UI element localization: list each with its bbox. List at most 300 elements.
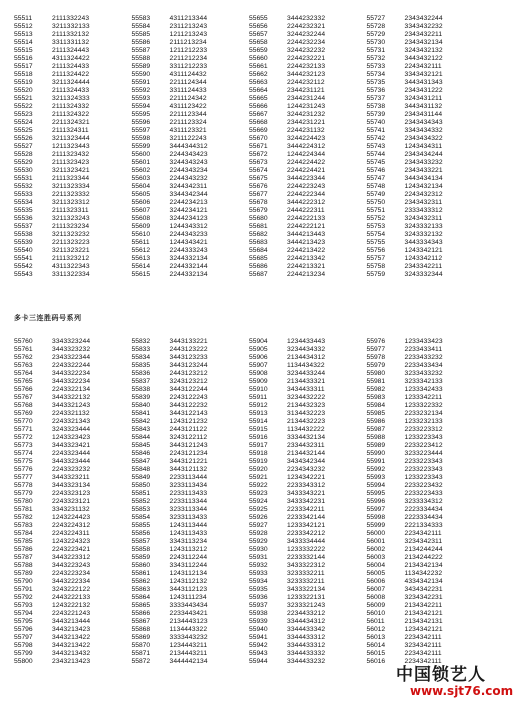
code-value: 3443431132 [404,103,443,110]
code-row [249,578,367,586]
code-row [14,239,132,247]
code-value: 3211323243 [52,215,90,222]
code-value: 3443112123 [169,586,208,593]
code-row [367,143,485,151]
code-id: 55591 [131,79,151,86]
code-id: 55836 [131,370,151,377]
code-row [249,562,367,570]
code-row [132,594,250,602]
code-row [367,31,485,39]
code-row [367,450,485,458]
code-value: 2111332132 [52,31,90,38]
code-value: 2233332144 [287,554,326,561]
code-id: 55747 [366,175,386,182]
code-value: 2134443123 [169,618,208,625]
code-row [367,159,485,167]
code-id: 55527 [14,143,33,150]
code-id: 55588 [131,55,151,62]
code-row [249,23,367,31]
code-value: 2134432323 [287,402,326,409]
code-row [14,31,132,39]
code-id: 55517 [14,63,33,70]
code-row [132,370,250,378]
code-row [14,426,132,434]
code-id: 55907 [249,362,268,369]
code-row [14,458,132,466]
code-id: 55655 [249,15,268,22]
code-id: 55936 [249,594,268,601]
code-value: 2243223234 [52,570,91,577]
code-id: 55601 [131,159,151,166]
code-row [132,39,250,47]
code-value: 2343342211 [404,263,443,270]
watermark-url: www.sjt76.com [410,684,513,698]
code-value: 1233342433 [404,386,443,393]
code-id: 56003 [366,554,386,561]
code-row [132,426,250,434]
code-row [249,15,367,23]
code-value: 3234342111 [404,642,442,649]
code-value: 2111324332 [52,103,90,110]
code-row [249,442,367,450]
code-row [367,514,485,522]
code-row [14,482,132,490]
code-row [14,183,132,191]
code-value: 3211323334 [52,183,90,190]
code-row [14,271,132,279]
code-value: 3443323134 [52,482,91,489]
code-row [367,442,485,450]
code-id: 55585 [131,31,151,38]
code-id: 55681 [249,223,268,230]
code-row [14,199,132,207]
code-id: 55779 [14,490,33,497]
code-row [132,394,250,402]
code-id: 55677 [249,191,268,198]
code-value: 2111323432 [52,151,90,158]
code-value: 3211323312 [52,199,90,206]
code-id: 56011 [366,618,385,625]
code-value: 3243332132 [404,231,443,238]
code-row [367,271,485,279]
code-row [132,263,250,271]
code-value: 2244213234 [287,271,326,278]
code-row [132,578,250,586]
code-id: 55868 [131,626,151,633]
code-value: 3234434332 [287,346,326,353]
code-value: 1243224323 [52,538,91,545]
code-value: 3434342344 [287,458,326,465]
code-value: 2443123222 [169,346,208,353]
code-id: 55598 [131,135,151,142]
code-id: 55737 [366,95,386,102]
code-id: 55662 [249,71,268,78]
code-value: 2233342211 [287,506,325,513]
code-column [367,15,485,279]
code-id: 55924 [249,498,268,505]
code-value: 3433334444 [287,538,326,545]
code-value: 1234443211 [169,642,208,649]
code-row [132,522,250,530]
code-value: 3244232244 [287,31,326,38]
code-value: 2343431144 [404,111,443,118]
code-value: 2234342111 [404,634,442,641]
code-id: 55751 [366,207,386,214]
code-value: 2134342121 [404,610,443,617]
code-id: 55657 [249,31,268,38]
code-row [367,602,485,610]
code-row [367,546,485,554]
code-value: 3434433311 [287,386,325,393]
code-row [249,634,367,642]
code-id: 55667 [249,111,268,118]
code-id: 55782 [14,514,33,521]
code-row [249,586,367,594]
code-row [132,215,250,223]
code-id: 55607 [131,207,151,214]
code-value: 3443431343 [404,79,443,86]
code-row [14,434,132,442]
code-value: 2233433232 [404,354,443,361]
code-value: 3233223444 [404,450,443,457]
code-id: 55524 [14,119,33,126]
code-row [249,570,367,578]
code-value: 2244343423 [169,151,208,158]
code-id: 55537 [14,223,33,230]
code-value: 2311213243 [169,23,208,30]
code-id: 55985 [366,410,386,417]
code-row [132,47,250,55]
code-row [249,642,367,650]
code-value: 3443213422 [52,634,91,641]
code-value: 4311123422 [169,103,207,110]
code-value: 1233223343 [404,474,443,481]
code-id: 55869 [131,634,151,641]
code-id: 55659 [249,47,268,54]
code-value: 3243222122 [52,586,91,593]
code-row [14,247,132,255]
code-id: 55741 [366,127,386,134]
code-id: 55514 [14,39,33,46]
code-id: 55938 [249,610,268,617]
code-row [367,255,485,263]
section-title: 多卡三连胜码号系列 [14,315,82,322]
code-id: 55786 [14,546,33,553]
code-id: 55832 [131,338,151,345]
code-row [14,143,132,151]
code-id: 55861 [131,570,151,577]
code-id: 55841 [131,410,151,417]
code-value: 3211332133 [52,23,90,30]
code-id: 55978 [366,354,386,361]
code-row [14,546,132,554]
code-value: 2243122243 [169,394,208,401]
code-row [367,418,485,426]
code-value: 3244343243 [169,159,208,166]
code-row [249,175,367,183]
code-row [132,239,250,247]
code-value: 2111324311 [52,127,89,134]
code-row [132,207,250,215]
code-id: 55860 [131,562,151,569]
code-row [132,354,250,362]
code-value: 2111324422 [52,71,90,78]
code-value: 2234343232 [287,466,326,473]
code-value: 2343432244 [404,15,443,22]
code-row [367,594,485,602]
code-id: 55994 [366,482,386,489]
code-id: 55778 [14,482,33,489]
code-id: 55534 [14,199,33,206]
code-id: 55918 [249,450,268,457]
code-id: 55523 [14,111,33,118]
code-row [132,175,250,183]
code-value: 3443323421 [52,442,91,449]
code-value: 2111323423 [52,159,90,166]
code-id: 55916 [249,434,268,441]
code-value: 2134432144 [287,450,326,457]
code-row [14,402,132,410]
code-row [367,530,485,538]
code-value: 2343434322 [404,135,443,142]
code-id: 55743 [366,143,386,150]
code-row [249,87,367,95]
code-value: 3443213422 [52,642,91,649]
code-value: 4311322343 [52,263,90,270]
code-id: 55785 [14,538,33,545]
code-row [367,538,485,546]
code-row [132,111,250,119]
code-row [132,618,250,626]
code-value: 3243123212 [169,378,208,385]
code-value: 3434342231 [404,586,443,593]
code-row [14,602,132,610]
code-id: 56016 [366,658,386,665]
code-value: 2244232133 [287,63,326,70]
code-id: 55857 [131,538,151,545]
code-value: 3443323444 [52,458,91,465]
code-id: 55983 [366,394,386,401]
code-value: 1243112132 [169,578,208,585]
code-value: 2343433221 [404,167,443,174]
code-row [367,263,485,271]
code-row [249,506,367,514]
code-row [14,626,132,634]
code-id: 55762 [14,354,33,361]
code-value: 3311322334 [52,271,90,278]
code-row [14,474,132,482]
code-value: 1243342121 [404,247,443,254]
code-value: 3443222334 [52,578,91,585]
code-value: 1243342112 [404,255,443,262]
code-row [132,458,250,466]
code-value: 2233343312 [287,482,326,489]
code-id: 55771 [14,426,33,433]
code-row [132,506,250,514]
code-id: 55656 [249,23,268,30]
code-value: 1243113212 [169,546,208,553]
code-value: 1134342232 [404,570,443,577]
code-value: 1244343421 [169,239,208,246]
code-value: 2111324322 [52,111,90,118]
code-value: 2243432312 [404,191,443,198]
code-row [367,247,485,255]
code-row [14,135,132,143]
code-value: 3344434312 [287,618,326,625]
code-value: 3234342231 [404,594,443,601]
code-id: 55761 [14,346,33,353]
code-value: 1134443322 [169,626,208,633]
code-id: 55853 [131,506,151,513]
code-id: 55925 [249,506,268,513]
code-id: 55922 [249,482,268,489]
code-row [367,23,485,31]
code-id: 55538 [14,231,33,238]
code-row [249,626,367,634]
code-value: 2333433312 [404,207,443,214]
code-row [249,370,367,378]
code-value: 1243224423 [52,514,91,521]
code-value: 3233433232 [404,370,443,377]
code-table-top [14,15,484,279]
code-id: 56005 [366,570,386,577]
code-id: 55932 [249,562,268,569]
code-row [249,207,367,215]
code-id: 56010 [366,610,386,617]
code-id: 55833 [131,346,151,353]
code-id: 55522 [14,103,33,110]
code-row [132,498,250,506]
code-id: 55663 [249,79,268,86]
code-id: 55854 [131,514,151,521]
code-row [249,482,367,490]
code-row [249,338,367,346]
code-value: 3344342344 [169,191,208,198]
code-row [132,191,250,199]
code-row [132,482,250,490]
code-row [249,602,367,610]
code-value: 3444224312 [287,143,326,150]
code-row [14,151,132,159]
code-row [14,370,132,378]
code-id: 55783 [14,522,33,529]
code-row [249,55,367,63]
code-value: 3443122232 [169,402,208,409]
code-row [14,23,132,31]
code-value: 2233113444 [169,474,208,481]
code-row [249,223,367,231]
code-row [249,610,367,618]
code-value: 2244343232 [169,175,208,182]
code-id: 55615 [131,271,151,278]
code-table-bottom [14,338,484,666]
code-id: 55798 [14,642,33,649]
code-row [14,103,132,111]
code-row [132,546,250,554]
code-id: 55664 [249,87,268,94]
code-id: 55792 [14,594,33,601]
code-id: 55867 [131,618,151,625]
code-row [14,530,132,538]
code-value: 2443222133 [52,594,91,601]
code-row [14,175,132,183]
code-id: 55987 [366,426,386,433]
code-value: 2243224311 [52,530,90,537]
code-value: 2243323232 [52,466,91,473]
code-id: 55676 [249,183,268,190]
code-id: 56015 [366,650,386,657]
code-value: 2233113344 [169,498,208,505]
code-value: 2443121122 [169,426,208,433]
code-row [367,434,485,442]
code-value: 2211323332 [52,191,90,198]
code-value: 2343432134 [404,39,443,46]
code-id: 55592 [131,87,151,94]
code-row [132,231,250,239]
code-id: 55750 [366,199,386,206]
code-id: 56002 [366,546,386,553]
code-id: 55595 [131,111,151,118]
code-row [132,586,250,594]
code-row [14,55,132,63]
code-row [14,15,132,23]
code-id: 55796 [14,626,33,633]
code-id: 55679 [249,207,268,214]
code-row [132,418,250,426]
code-id: 55673 [249,159,268,166]
code-row [132,450,250,458]
code-value: 2244232221 [287,55,326,62]
code-row [249,410,367,418]
code-row [14,514,132,522]
code-row [367,354,485,362]
code-id: 55670 [249,135,268,142]
code-row [367,386,485,394]
code-row [14,338,132,346]
code-value: 3134432223 [287,410,326,417]
code-row [14,410,132,418]
code-value: 2134244244 [404,546,443,553]
code-value: 2223334434 [404,514,443,521]
code-id: 55851 [131,490,151,497]
code-value: 2111332243 [52,15,90,22]
code-value: 1233322131 [287,594,326,601]
code-id: 55935 [249,586,268,593]
code-id: 55795 [14,618,33,625]
code-id: 55512 [14,23,33,30]
code-value: 1233342121 [287,522,326,529]
code-row [249,426,367,434]
code-row [132,554,250,562]
code-row [14,506,132,514]
code-id: 55928 [249,530,268,537]
code-value: 2211124344 [169,79,207,86]
code-row [249,658,367,666]
code-value: 2111213234 [169,39,207,46]
code-id: 55910 [249,386,268,393]
code-id: 56013 [366,634,386,641]
code-id: 55799 [14,650,33,657]
code-id: 55769 [14,410,33,417]
code-id: 55521 [14,95,33,102]
code-id: 55921 [249,474,268,481]
code-id: 55727 [366,15,386,22]
code-value: 3311124433 [169,87,207,94]
code-id: 55584 [131,23,151,30]
code-value: 3243431211 [404,95,443,102]
code-id: 55730 [366,39,386,46]
code-row [367,378,485,386]
